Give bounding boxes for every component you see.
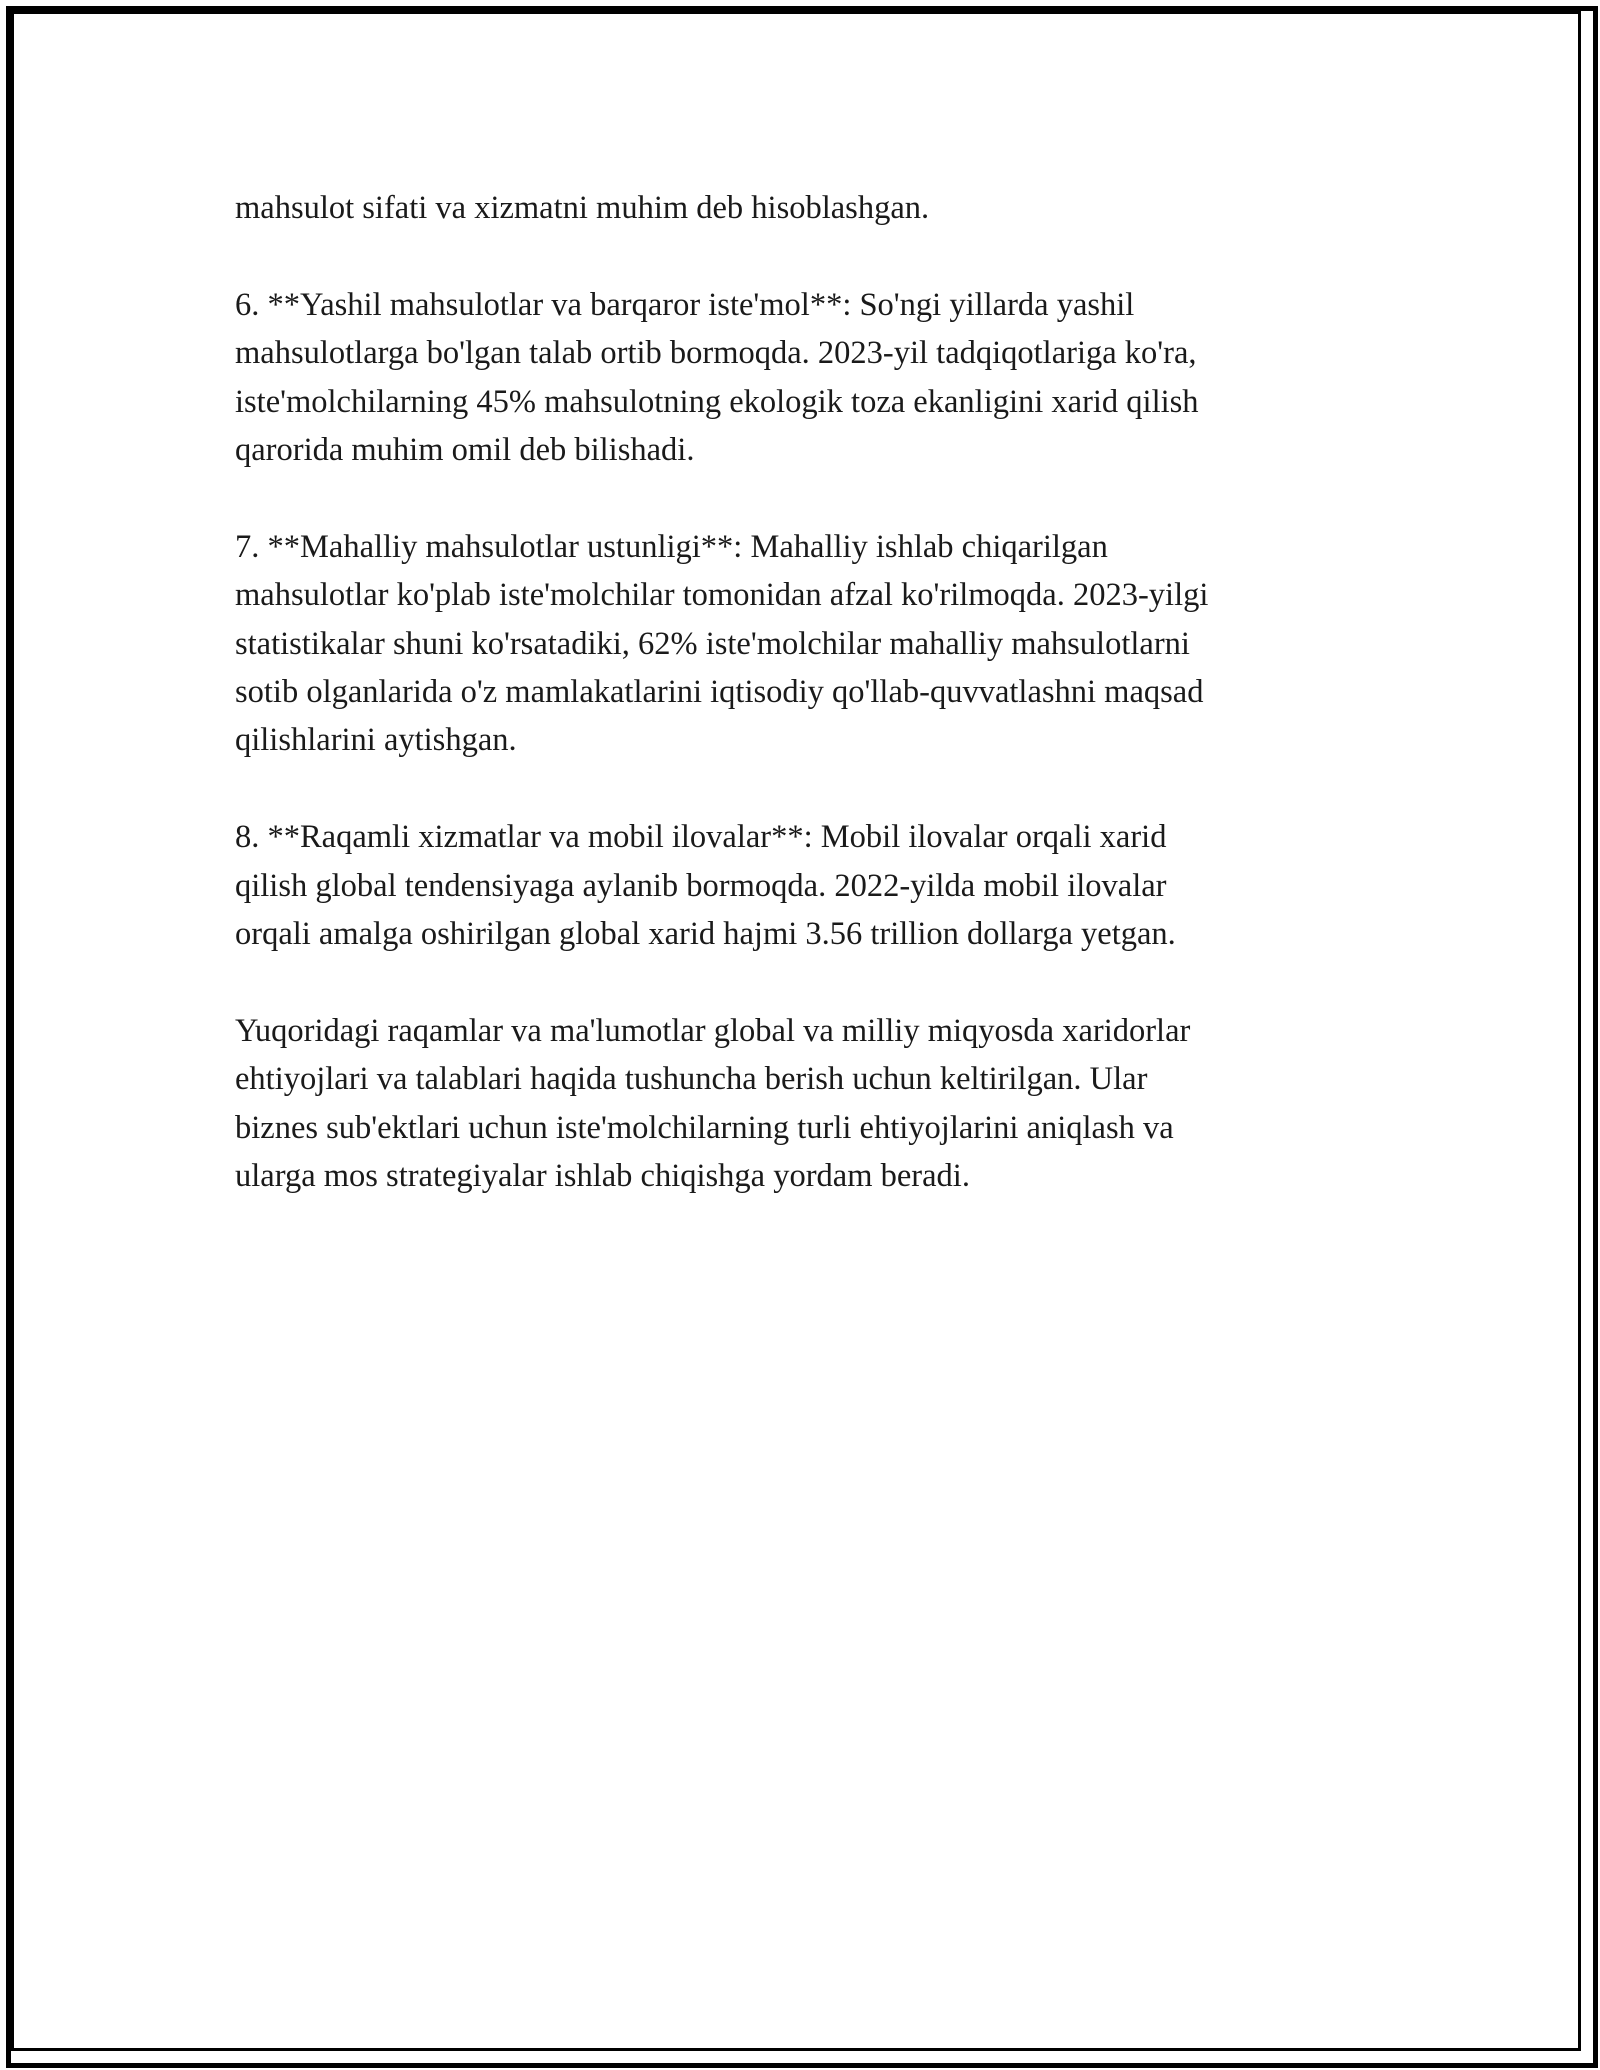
paragraph-item-8-digital-services: 8. **Raqamli xizmatlar va mobil ilovalar**: Mobil ilovalar orqali xarid qilish global tendensiyaga aylanib bormoqda. 2022-yilda mobil ilovalar orqali amalga oshirilgan global xarid hajmi 3.56 trillion dollarga yetgan.	[235, 819, 1176, 953]
paragraph-item-7-local-products: 7. **Mahalliy mahsulotlar ustunligi**: Mahalliy ishlab chiqarilgan mahsulotlar ko'plab iste'molchilar tomonidan afzal ko'rilmoqda. 2023-yilgi statistikalar shuni ko'rsatadiki, 62% iste'molchilar mahalliy mahsulotlarni sotib olganlarida o'z mamlakatlarini iqtisodiy qo'llab-quvvatlashni maqsad qilishlarini aytishgan.	[235, 528, 1209, 759]
paragraph-continuation: mahsulot sifati va xizmatni muhim deb hisoblashgan.	[235, 190, 930, 226]
paragraph-item-6-green-products: 6. **Yashil mahsulotlar va barqaror iste'mol**: So'ngi yillarda yashil mahsulotlarga bo'lgan talab ortib bormoqda. 2023-yil tadqiqotlariga ko'ra, iste'molchilarning 45% mahsulotning ekologik toza ekanligini xarid qilish qarorida muhim omil deb bilishadi.	[235, 286, 1199, 469]
paragraph-conclusion: Yuqoridagi raqamlar va ma'lumotlar global va milliy miqyosda xaridorlar ehtiyojlari va talablari haqida tushuncha berish uchun keltirilgan. Ular biznes sub'ektlari uchun iste'molchilarning turli ehtiyojlarini aniqlash va ularga mos strategiyalar ishlab chiqishga yordam beradi.	[235, 1012, 1191, 1195]
document-body	[235, 184, 1375, 1249]
